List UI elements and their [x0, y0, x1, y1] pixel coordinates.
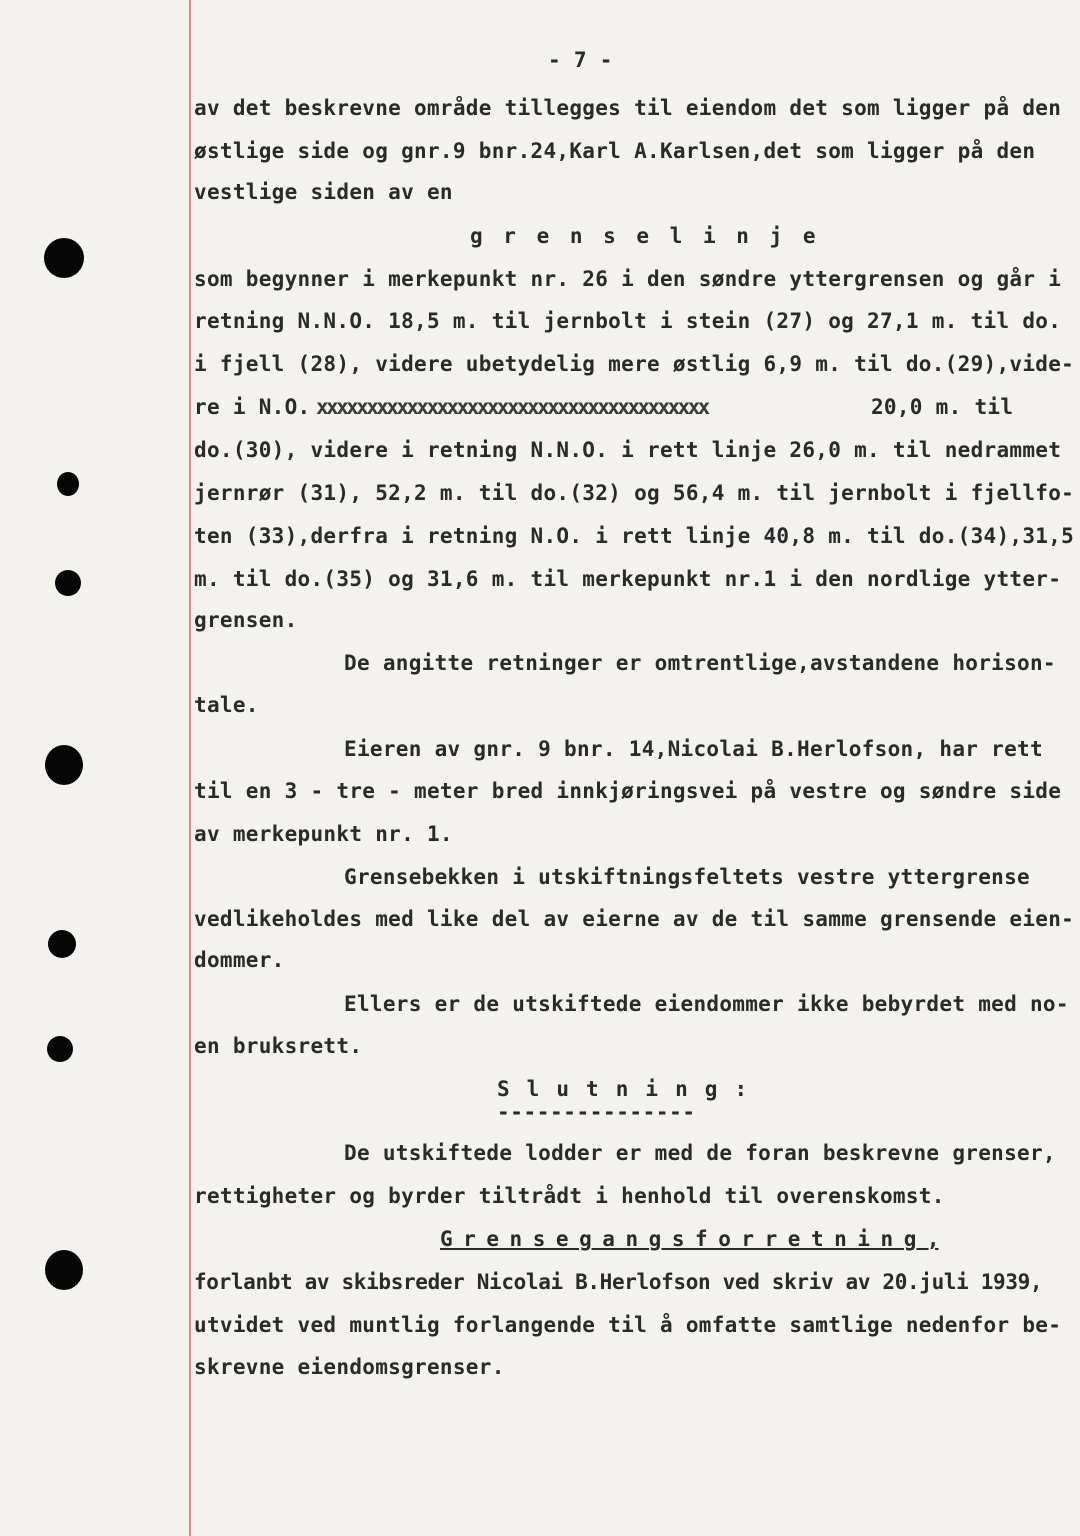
punch-hole — [57, 472, 79, 496]
section-heading: g r e n s e l i n j e — [470, 224, 820, 248]
text-line: De utskiftede lodder er med de foran beskrevne grenser, — [344, 1141, 1056, 1165]
text-line: grensen. — [194, 608, 298, 632]
punch-hole — [55, 570, 81, 596]
text-line: som begynner i merkepunkt nr. 26 i den søndre yttergrensen og går i — [194, 267, 1062, 291]
text-line: ten (33),derfra i retning N.O. i rett linje 40,8 m. til do.(34),31,5 — [194, 524, 1075, 548]
text-line: jernrør (31), 52,2 m. til do.(32) og 56,4 m. til jernbolt i fjellfo- — [194, 481, 1075, 505]
text-line: 20,0 m. til — [858, 395, 1014, 419]
text-line: forlanbt av skibsreder Nicolai B.Herlofson ved skriv av 20.juli 1939, — [194, 1270, 1043, 1294]
text-line: re i N.O. — [194, 395, 324, 419]
text-line: Ellers er de utskiftede eiendommer ikke bebyrdet med no- — [344, 992, 1069, 1016]
heading-underline: --------------- — [497, 1100, 696, 1124]
text-line: tale. — [194, 693, 259, 717]
section-heading: S l u t n i n g : — [497, 1077, 750, 1101]
text-line: til en 3 - tre - meter bred innkjøringsvei på vestre og søndre side — [194, 779, 1062, 803]
text-line: retning N.N.O. 18,5 m. til jernbolt i stein (27) og 27,1 m. til do. — [194, 309, 1062, 333]
punch-hole — [44, 238, 84, 278]
text-line: i fjell (28), videre ubetydelig mere østlig 6,9 m. til do.(29),vide- — [194, 352, 1075, 376]
text-line: do.(30), videre i retning N.N.O. i rett linje 26,0 m. til nedrammet — [194, 438, 1062, 462]
text-line: dommer. — [194, 948, 285, 972]
text-line: østlige side og gnr.9 bnr.24,Karl A.Karlsen,det som ligger på den — [194, 139, 1036, 163]
text-line: vedlikeholdes med like del av eierne av de til samme grensende eien- — [194, 907, 1075, 931]
text-line: av merkepunkt nr. 1. — [194, 822, 453, 846]
punch-hole — [45, 1250, 83, 1290]
text-line: utvidet ved muntlig forlangende til å omfatte samtlige nedenfor be- — [194, 1313, 1062, 1337]
struck-text: xxxxxxxxxxxxxxxxxxxxxxxxxxxxxxxxxxxxxxx — [316, 395, 708, 419]
punch-hole — [47, 1036, 73, 1062]
margin-rule — [189, 0, 191, 1536]
punch-hole — [48, 930, 76, 958]
text-line: av det beskrevne område tillegges til eiendom det som ligger på den — [194, 96, 1062, 120]
text-line: skrevne eiendomsgrenser. — [194, 1355, 505, 1379]
section-heading: G r e n s e g a n g s f o r r e t n i n g , — [440, 1227, 939, 1251]
text-line: vestlige siden av en — [194, 180, 453, 204]
text-line: De angitte retninger er omtrentlige,avstandene horison- — [344, 651, 1056, 675]
page-number: - 7 - — [548, 48, 613, 72]
text-line: Grensebekken i utskiftningsfeltets vestre yttergrense — [344, 865, 1030, 889]
text-line: rettigheter og byrder tiltrådt i henhold til overenskomst. — [194, 1184, 945, 1208]
text-line: Eieren av gnr. 9 bnr. 14,Nicolai B.Herlofson, har rett — [344, 737, 1043, 761]
punch-hole — [45, 745, 83, 785]
text-line: m. til do.(35) og 31,6 m. til merkepunkt nr.1 i den nordlige ytter- — [194, 567, 1062, 591]
text-line: en bruksrett. — [194, 1034, 363, 1058]
